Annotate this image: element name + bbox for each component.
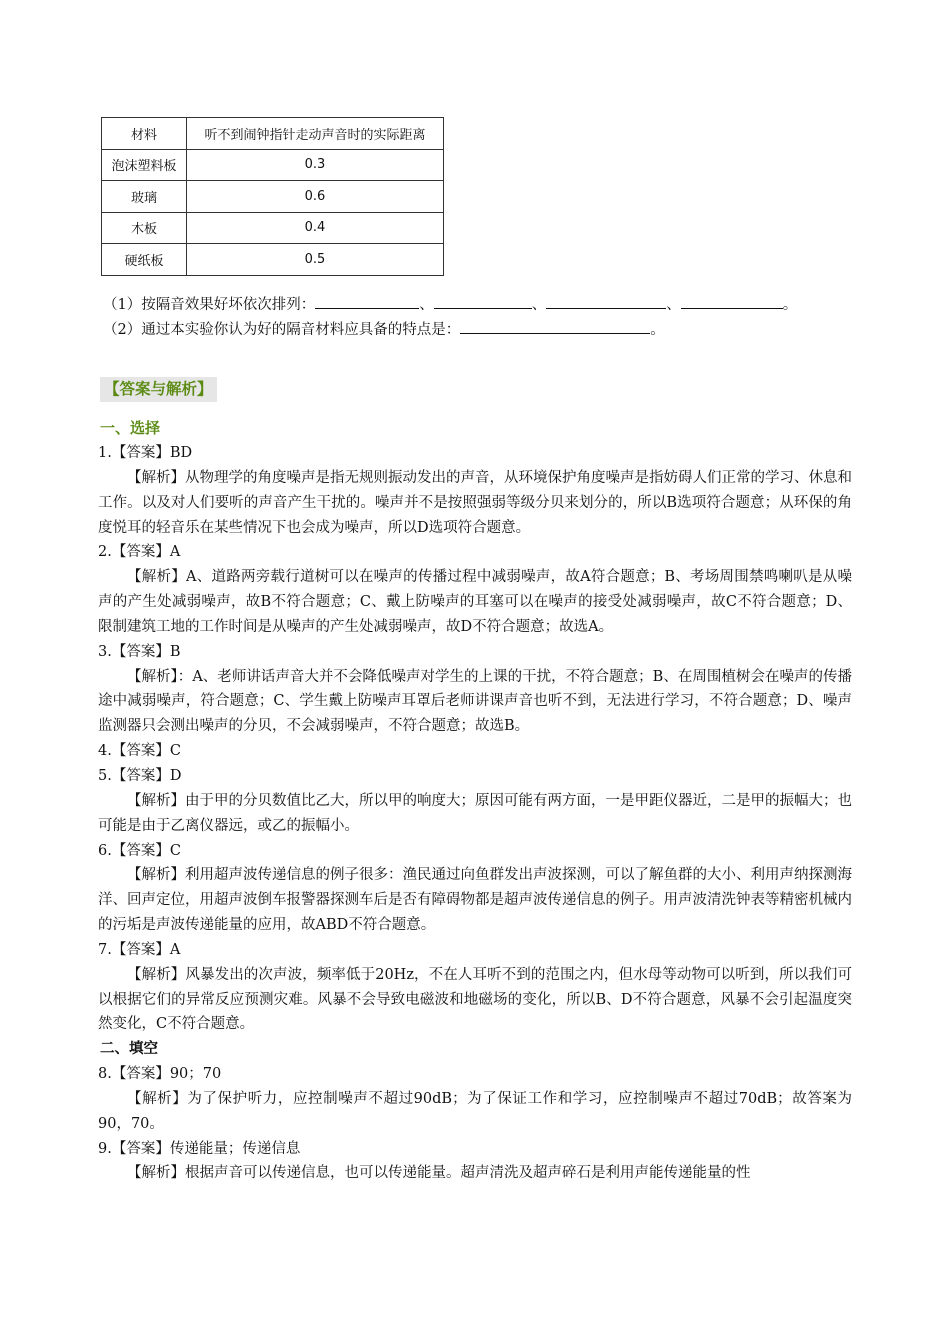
answers-content	[98, 441, 852, 1186]
table-row	[102, 212, 444, 244]
explanation: 【解析】从物理学的角度噪声是指无规则振动发出的声音，从环境保护角度噪声是指妨碍人们正常的学习、休息和工作。以及对人们要听的声音产生干扰的。噪声并不是按照强弱等级分贝来划分的，所以B选项符合题意；从环保的角度悦耳的轻音乐在某些情况下也会成为噪声，所以D选项符合题意。	[98, 469, 852, 536]
explanation: 【解析】A、道路两旁载行道树可以在噪声的传播过程中减弱噪声，故A符合题意；B、考场周围禁鸣喇叭是从噪声的产生处减弱噪声，故B不符合题意；C、戴上防噪声的耳塞可以在噪声的接受处减弱噪声，故C不符合题意；D、限制建筑工地的工作时间是从噪声的产生处减弱噪声，故D不符合题意；故选A。	[98, 569, 852, 635]
material-table	[101, 117, 444, 276]
explanation: 【解析】：A、老师讲话声音大并不会降低噪声对学生的上课的干扰，不符合题意；B、在周围植树会在噪声的传播途中减弱噪声，符合题意；C、学生戴上防噪声耳罩后老师讲课声音也听不到，无法进行学习，不符合题意；D、噪声监测器只会测出噪声的分贝，不会减弱噪声，不符合题意；故选B。	[98, 668, 852, 735]
table-cell: 0.3	[187, 149, 444, 181]
question-2-text: （2）通过本实验你认为好的隔音材料应具备的特点是：	[103, 322, 461, 338]
answer-blank[interactable]	[546, 294, 666, 309]
answer-line: 8.【答案】90；70	[98, 1066, 222, 1083]
question-2	[103, 319, 665, 340]
table-row	[102, 244, 444, 276]
question-1	[103, 294, 797, 315]
separator: 、	[531, 297, 547, 313]
explanation: 【解析】根据声音可以传递信息，也可以传递能量。超声清洗及超声碎石是利用声能传递能量的性	[127, 1165, 751, 1182]
answer-line: 7.【答案】A	[98, 941, 181, 958]
answer-line: 1.【答案】BD	[98, 445, 193, 461]
answer-line: 3.【答案】B	[98, 643, 181, 660]
section-heading-fill: 二、填空	[100, 1041, 158, 1058]
section-heading-choice: 一、选择	[100, 419, 161, 437]
table-header-cell: 材料	[102, 118, 187, 150]
separator: 、	[666, 297, 681, 313]
answer-line: 2.【答案】A	[98, 544, 181, 561]
table-header-row	[102, 118, 444, 150]
table-cell: 硬纸板	[102, 244, 187, 276]
answer-blank[interactable]	[681, 294, 783, 309]
separator: 、	[419, 297, 434, 313]
table-cell: 泡沫塑料板	[102, 149, 187, 181]
table-cell: 玻璃	[102, 181, 187, 213]
explanation: 【解析】风暴发出的次声波，频率低于20Hz，不在人耳听不到的范围之内，但水母等动物可以听到，所以我们可以根据它们的异常反应预测灾难。风暴不会导致电磁波和地磁场的变化，所以B、D不符合题意，风暴不会引起温度突然变化，C不符合题意。	[98, 966, 852, 1033]
answer-section-title: 【答案与解析】	[100, 377, 217, 402]
answer-line: 6.【答案】C	[98, 842, 181, 859]
table-header-cell: 听不到闹钟指针走动声音时的实际距离	[187, 118, 444, 150]
table-row	[102, 181, 444, 213]
table-cell: 0.5	[187, 244, 444, 276]
answer-line: 9.【答案】传递能量；传递信息	[98, 1140, 301, 1157]
answer-blank[interactable]	[434, 294, 532, 309]
explanation: 【解析】为了保护听力，应控制噪声不超过90dB；为了保证工作和学习，应控制噪声不超过70dB；故答案为 90，70。	[98, 1090, 852, 1132]
table-cell: 木板	[102, 212, 187, 244]
answer-blank[interactable]	[315, 294, 419, 309]
answer-line: 4.【答案】C	[98, 743, 181, 760]
table-cell: 0.4	[187, 212, 444, 244]
table-cell: 0.6	[187, 181, 444, 213]
table-row	[102, 149, 444, 181]
answer-blank[interactable]	[460, 319, 650, 334]
question-end: 。	[650, 322, 665, 338]
answer-line: 5.【答案】D	[98, 767, 182, 784]
explanation: 【解析】由于甲的分贝数值比乙大，所以甲的响度大；原因可能有两方面，一是甲距仪器近，二是甲的振幅大；也可能是由于乙离仪器远，或乙的振幅小。	[98, 792, 852, 834]
question-end: 。	[782, 297, 798, 313]
explanation: 【解析】利用超声波传递信息的例子很多：渔民通过向鱼群发出声波探测，可以了解鱼群的大小、利用声纳探测海洋、回声定位，用超声波倒车报警器探测车后是否有障碍物都是超声波传递信息的例子。用声波清洗钟表等精密机械内的污垢是声波传递能量的应用，故ABD不符合题意。	[98, 867, 852, 934]
question-1-text: （1）按隔音效果好坏依次排列：	[103, 297, 316, 313]
